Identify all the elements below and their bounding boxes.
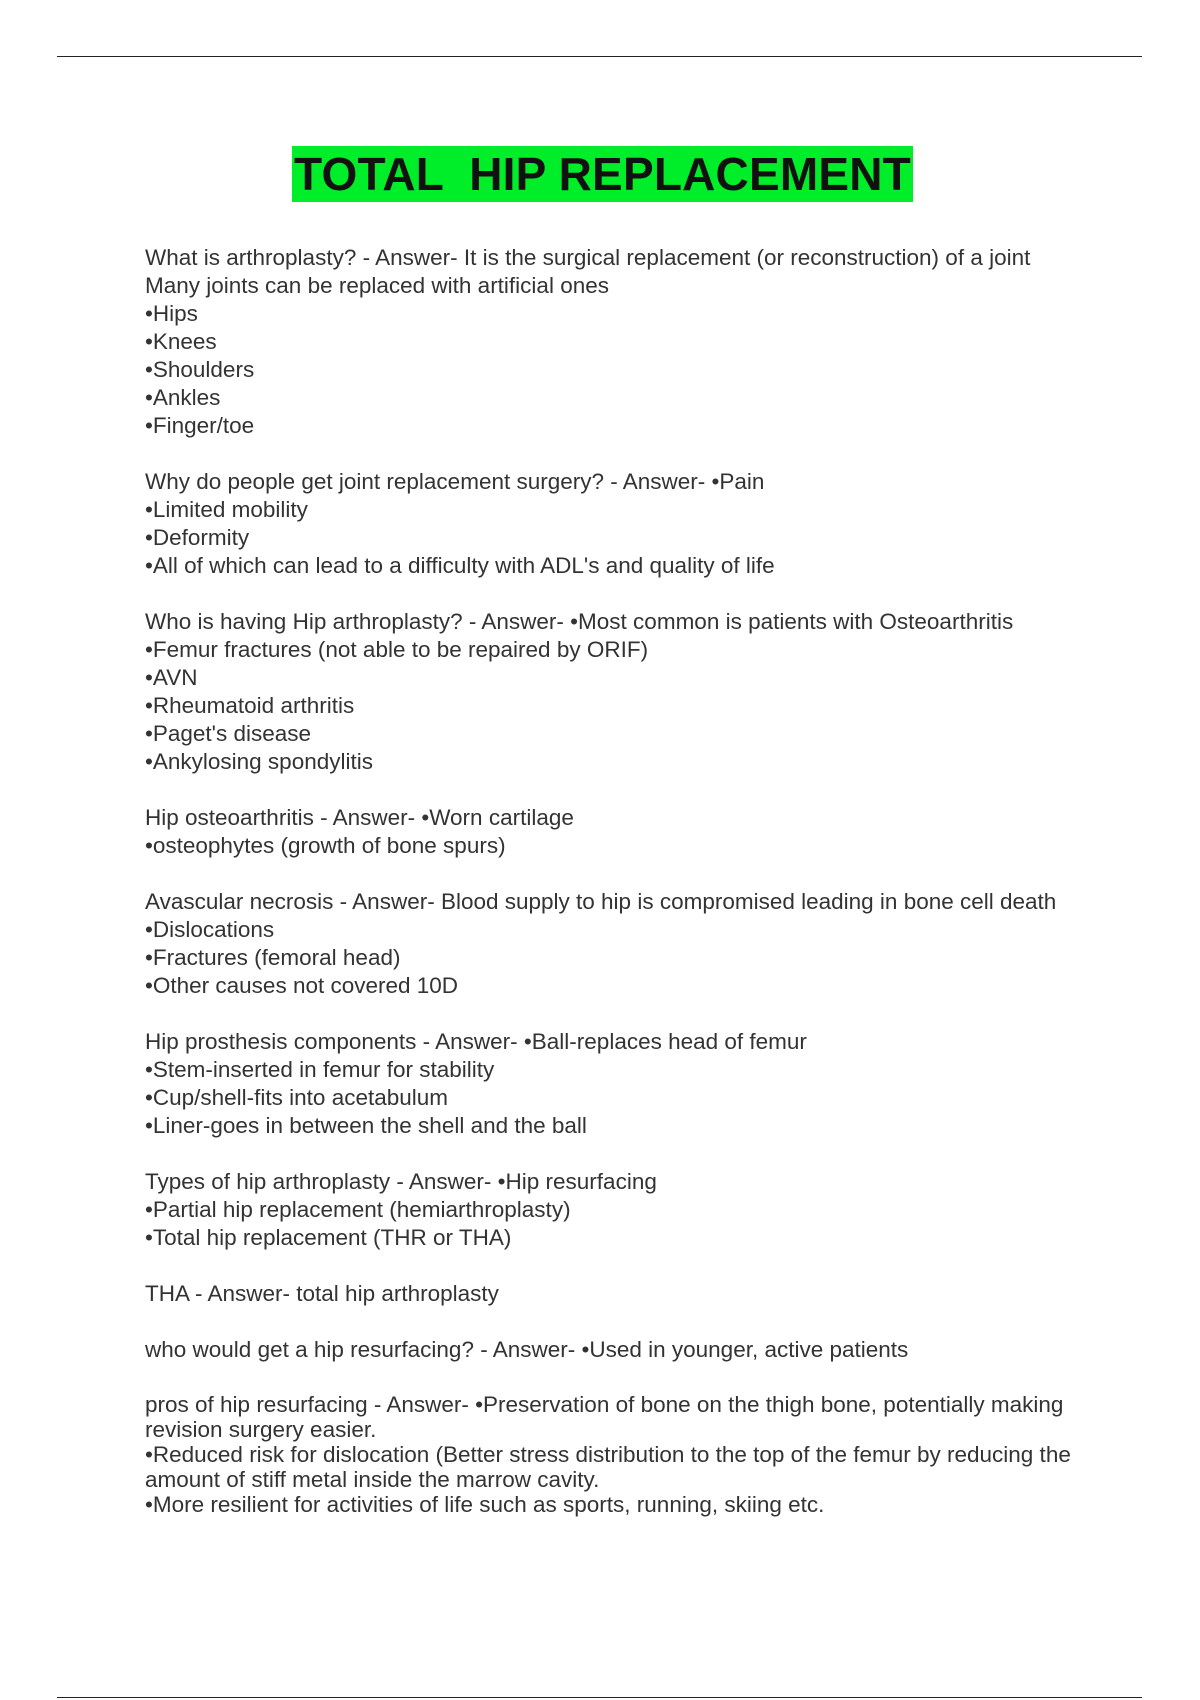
bullet-line: •Liner-goes in between the shell and the ball [145, 1113, 587, 1138]
bullet-line: •Ankylosing spondylitis [145, 749, 373, 774]
bullet-line: •Ankles [145, 385, 221, 410]
qa-entry-avascular-necrosis [145, 888, 1145, 1000]
footer-rule [57, 1697, 1142, 1698]
bullet-line: •Other causes not covered 10D [145, 973, 459, 998]
question-line: Avascular necrosis - Answer- Blood supply to hip is compromised leading in bone cell death [145, 889, 1057, 914]
question-line: Types of hip arthroplasty - Answer- •Hip resurfacing [145, 1169, 657, 1194]
bullet-line: •Fractures (femoral head) [145, 945, 401, 970]
bullet-line: •Paget's disease [145, 721, 312, 746]
bullet-line: •More resilient for activities of life such as sports, running, skiing etc. [145, 1492, 825, 1517]
question-line: THA - Answer- total hip arthroplasty [145, 1281, 499, 1306]
question-line: pros of hip resurfacing - Answer- •Preservation of bone on the thigh bone, potentially making revision surgery easier. [145, 1392, 1064, 1442]
qa-entry-who-has-hip-arthroplasty [145, 608, 1145, 776]
bullet-line: •Shoulders [145, 357, 255, 382]
qa-entry-pros-of-resurfacing [145, 1392, 1145, 1517]
bullet-line: •Finger/toe [145, 413, 255, 438]
document-body [145, 244, 1145, 1545]
qa-entry-why-surgery [145, 468, 1145, 580]
bullet-line: •Dislocations [145, 917, 275, 942]
question-line: Who is having Hip arthroplasty? - Answer- •Most common is patients with Osteoarthritis [145, 609, 1014, 634]
qa-entry-prosthesis-components [145, 1028, 1145, 1140]
bullet-line: •Knees [145, 329, 217, 354]
question-line: Hip osteoarthritis - Answer- •Worn cartilage [145, 805, 574, 830]
bullet-line: •Deformity [145, 525, 250, 550]
bullet-line: •Cup/shell-fits into acetabulum [145, 1085, 449, 1110]
bullet-line: •Rheumatoid arthritis [145, 693, 355, 718]
question-line: What is arthroplasty? - Answer- It is the surgical replacement (or reconstruction) of a joint [145, 245, 1031, 270]
question-line: Why do people get joint replacement surgery? - Answer- •Pain [145, 469, 765, 494]
answer-line: Many joints can be replaced with artificial ones [145, 273, 609, 298]
qa-entry-tha [145, 1280, 1145, 1308]
bullet-line: •Stem-inserted in femur for stability [145, 1057, 495, 1082]
bullet-line: •Total hip replacement (THR or THA) [145, 1225, 512, 1250]
bullet-line: •Hips [145, 301, 198, 326]
qa-entry-hip-osteoarthritis [145, 804, 1145, 860]
bullet-line: •osteophytes (growth of bone spurs) [145, 833, 506, 858]
question-line: Hip prosthesis components - Answer- •Ball-replaces head of femur [145, 1029, 807, 1054]
bullet-line: •All of which can lead to a difficulty with ADL's and quality of life [145, 553, 775, 578]
qa-entry-who-gets-resurfacing [145, 1336, 1145, 1364]
bullet-line: •Limited mobility [145, 497, 308, 522]
qa-entry-types-of-arthroplasty [145, 1168, 1145, 1252]
bullet-line: •Reduced risk for dislocation (Better stress distribution to the top of the femur by reducing the amount of stiff metal inside the marrow cavity. [145, 1442, 1071, 1492]
bullet-line: •Femur fractures (not able to be repaired by ORIF) [145, 637, 649, 662]
document-title: TOTAL HIP REPLACEMENT [294, 148, 911, 200]
bullet-line: •Partial hip replacement (hemiarthroplasty) [145, 1197, 571, 1222]
question-line: who would get a hip resurfacing? - Answer- •Used in younger, active patients [145, 1337, 909, 1362]
bullet-line: •AVN [145, 665, 198, 690]
header-rule [57, 56, 1142, 57]
title-container [0, 146, 1200, 202]
qa-entry-arthroplasty [145, 244, 1145, 440]
